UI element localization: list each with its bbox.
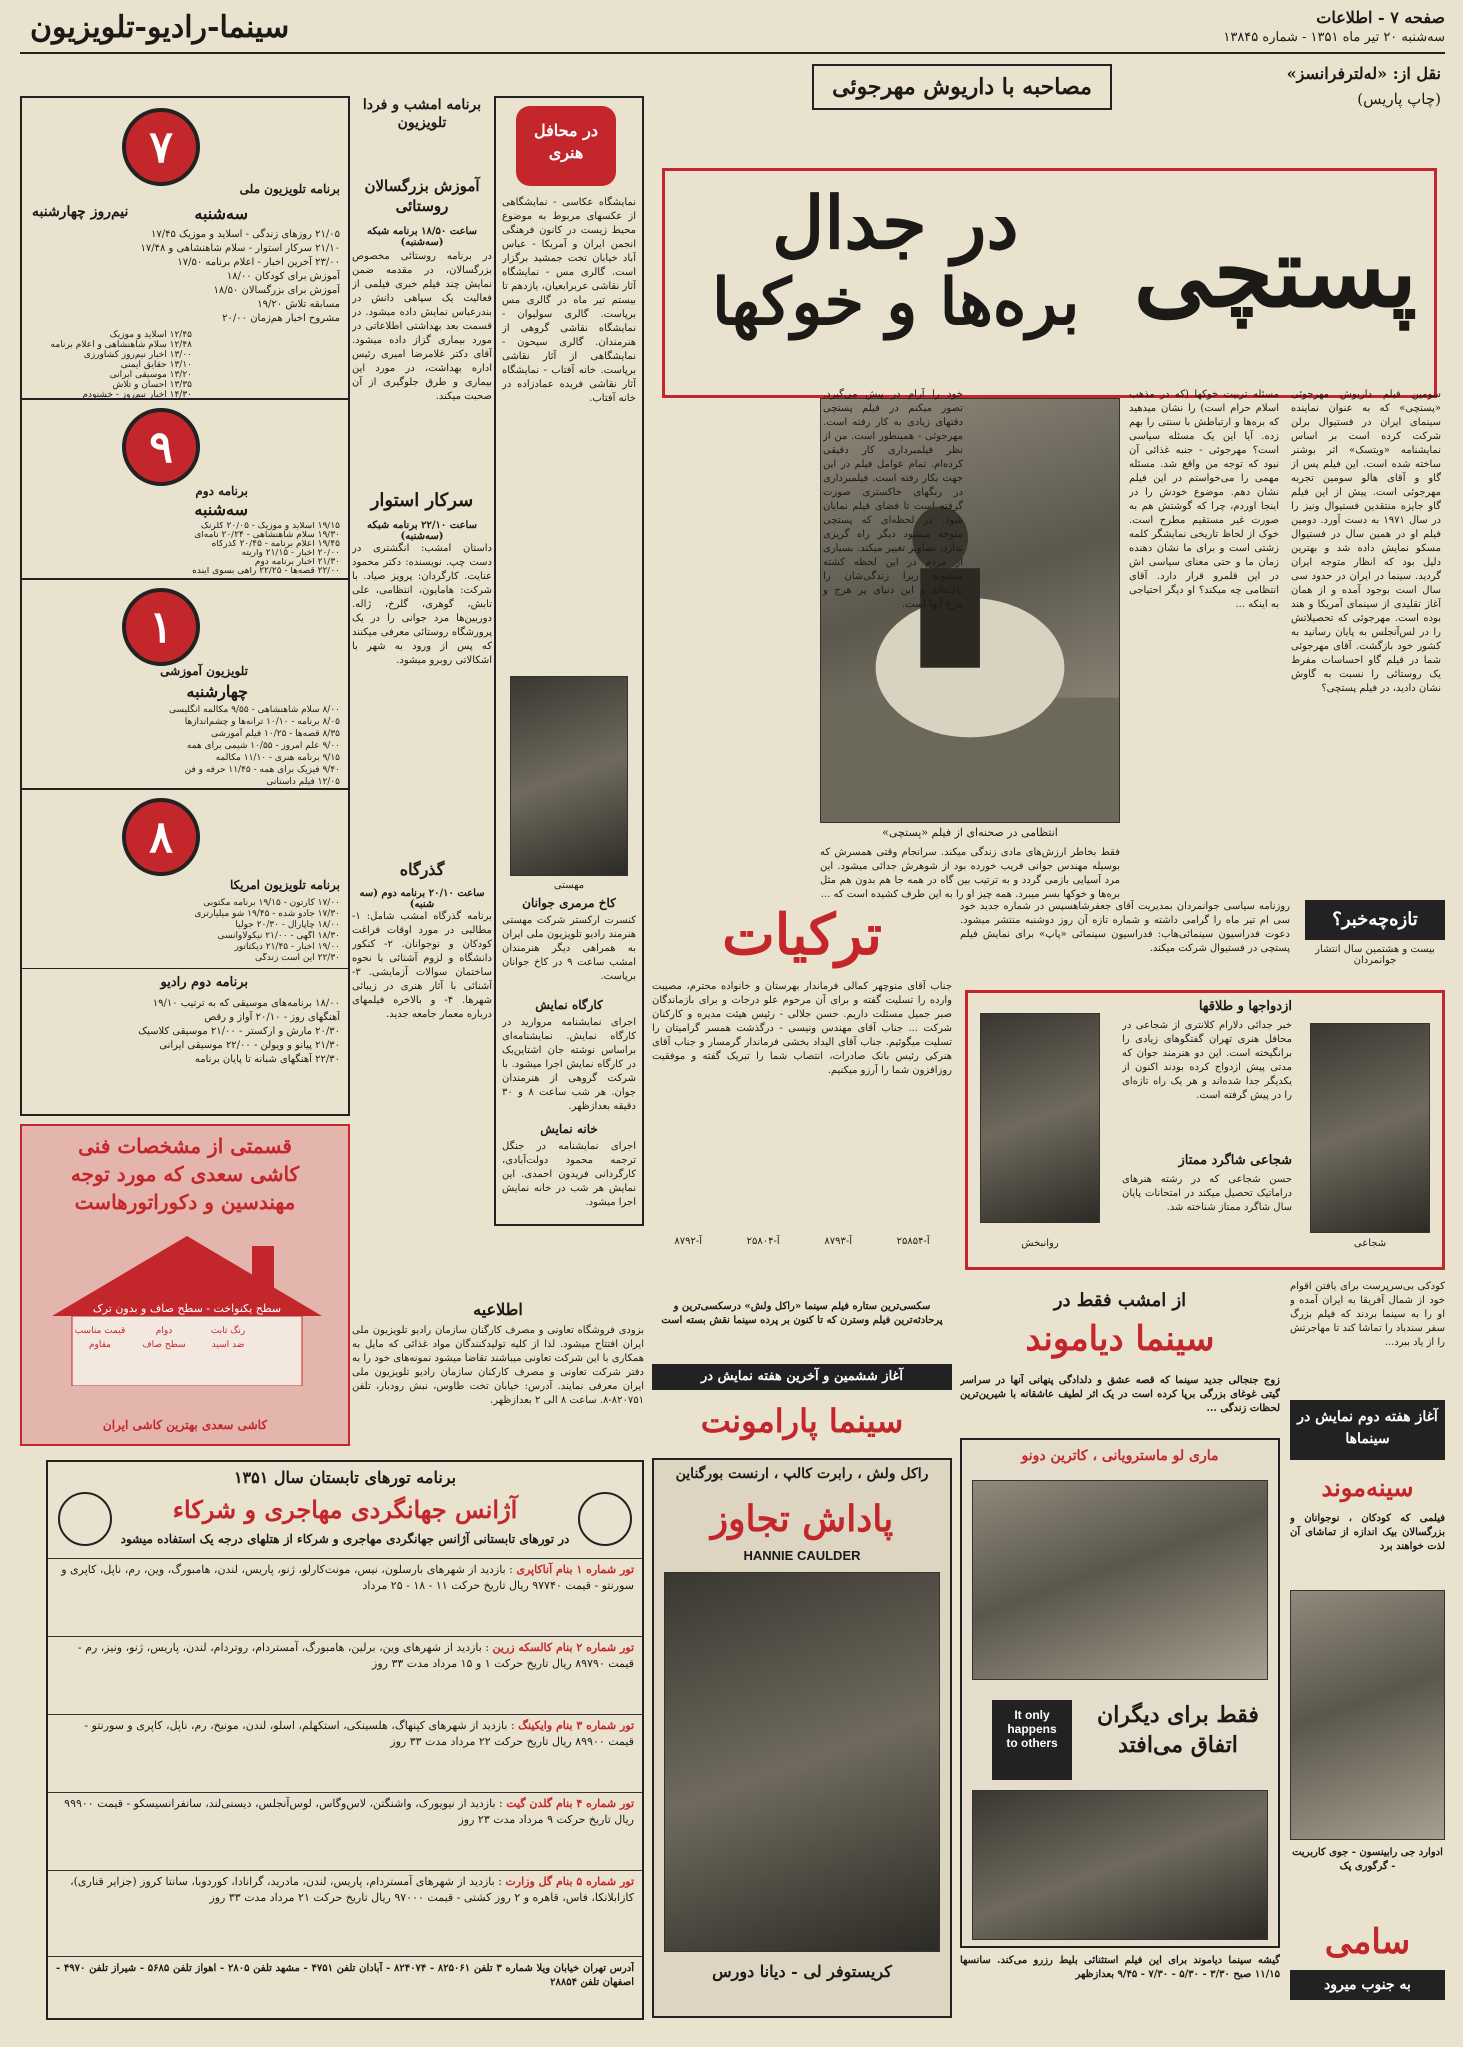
diamond-top: از امشب فقط در [1053, 1290, 1187, 1311]
mahasti-caption: مهستی [553, 880, 585, 891]
tour-ad [46, 1460, 644, 2020]
header-rule [20, 52, 1445, 54]
tag: دوام [155, 1326, 173, 1336]
gallery-column [494, 96, 644, 1226]
list-item: آموزش برای بزرگسالان ۱۸/۵۰ [213, 285, 340, 296]
list-item: ۱۹/۳۰ سلام شاهنشاهی - ۲۰/۲۴ نامه‌ای [194, 531, 340, 540]
tour-title: برنامه تورهای تابستان سال ۱۳۵۱ [233, 1468, 457, 1487]
ravanbakhsh-photo [980, 1013, 1100, 1223]
wedding-subtitle: شجاعی شاگرد ممتاز [1178, 1153, 1292, 1168]
wedding-text: خبر جدائی دلارام کلانتری از شجاعی در محافل هنری تهران گفتگوهای زیادی را برانگیخته است. این دو هنرمند جوان که مدتی پیش ازدواج کرده بودند اکنون از یکدیگر جدا شده‌اند و هر یک راه تازه‌ای را در پیش گرفته است. [1122, 1020, 1292, 1101]
notice-title: اطلاعیه [473, 1300, 523, 1319]
date-line: سه‌شنبه ۲۰ تیر ماه ۱۳۵۱ - شماره ۱۳۸۴۵ [1223, 30, 1445, 45]
list-item: ۲۲/۳۰ آهنگهای شبانه تا پایان برنامه [194, 1054, 340, 1065]
paramount-kicker: سکسی‌ترین ستاره فیلم سینما «راکل ولش» درسکسی‌ترین و پرحادثه‌ترین فیلم وسترن که تا کنون بر پرده سینما نقش بسته است [661, 1301, 943, 1326]
list-item: ۱۲/۴۵ اسلاید و موزیک [109, 330, 192, 340]
tour-name: تور شماره ۱ بنام آناکاپری [516, 1563, 634, 1576]
list-item: ۲۳/۰۰ آخرین اخبار - اعلام برنامه ۱۷/۵۰ [177, 257, 340, 268]
poster-couple-photo [972, 1480, 1268, 1680]
day-title: نیم‌روز چهارشنبه [32, 204, 129, 220]
gallery-sub1: کاخ مرمری جوانان [522, 896, 616, 910]
tag: سطح صاف [142, 1340, 186, 1350]
moulin-text: فیلمی که کودکان ، نوجوانان و بزرگسالان بیک اندازه از تماشای آن لذت خواهند برد [1290, 1513, 1445, 1552]
condolence-block [652, 900, 952, 1260]
tag: مقاوم [88, 1340, 112, 1350]
schedule-block-second [22, 398, 348, 580]
postman-photo-caption: انتظامی در صحنه‌ای از فیلم «پستچی» [882, 826, 1058, 839]
tour-row: تور شماره ۵ بنام گل وزارت : بازدید از شهرهای آمستردام، پاریس، لندن، مادرید، گرانادا، کوردوبا، سانتا کروز (جزایر قناری)، کازابلانکا، فاس، قاهره و ۲ روز کشتی - قیمت ۹۷۰۰۰ ریال تاریخ حرکت ۲۱ مرداد مدت ۳۳ روز [48, 1871, 642, 1957]
wedding-title: ازدواجها و طلاقها [1198, 999, 1292, 1014]
tour-name: تور شماره ۴ بنام گلدن گیت [506, 1797, 634, 1810]
list-item: ۲۰/۰۰ اخبار - ۲۱/۱۵ واریته [241, 549, 340, 558]
paramount-banner: آغاز ششمین و آخرین هفته نمایش در [652, 1364, 952, 1390]
mahasti-photo [510, 676, 628, 876]
poster-bottom-photo [972, 1790, 1268, 1940]
kashi-footer: کاشی سعدی بهترین کاشی ایران [102, 1418, 268, 1432]
tonight-time2: ساعت ۲۲/۱۰ برنامه شبکه (سه‌شنبه) [367, 520, 477, 542]
list-item: ۱۷/۳۰ جادو شده - ۱۹/۴۵ شو میلیارتری [194, 909, 340, 919]
tour-desc: بازدید از شهرهای وین، برلین، هامبورگ، آمستردام، روتردام، لندن، پاریس، ژنو، ونیز، رم - قیمت ۸۹۷۹۰ ریال تاریخ حرکت ۱ و ۱۵ مرداد مدت ۳۳ روز [77, 1641, 634, 1670]
tour-list [48, 1558, 642, 1959]
ravanbakhsh-caption: روانبخش [1021, 1238, 1059, 1249]
interview-source-note: (چاپ پاریس) [1357, 90, 1441, 108]
list-item: ۱۹/۱۵ اسلاید و موزیک - ۲۰/۰۵ گلرنگ [200, 522, 340, 531]
gallery-text1: کنسرت ارکستر شرکت مهستی هنرمند رادیو تلویزیون ملی ایران به همراهی دیگر هنرمندان امشب ساعت ۹ در کاخ جوانان برپاست. [502, 915, 636, 982]
moulin-footer-sub: به جنوب میرود [1290, 1970, 1445, 2000]
paramount-cinema-name: سینما پارامونت [700, 1402, 904, 1440]
list-item: ۹/۰۰ علم امروز - ۱۰/۵۵ شیمی برای همه [186, 741, 340, 751]
list-item: ۲۱/۳۰ اخبار برنامه دوم [254, 558, 340, 567]
list-item: ۱۳/۲۰ موسیقی ایرانی [109, 370, 192, 380]
tour-row: تور شماره ۲ بنام کالسکه زرین : بازدید از شهرهای وین، برلین، هامبورگ، آمستردام، روتردام، لندن، پاریس، ژنو، ونیز، رم - قیمت ۸۹۷۹۰ ریال تاریخ حرکت ۱ و ۱۵ مرداد مدت ۳۳ روز [48, 1637, 642, 1715]
radio-list [30, 997, 340, 1067]
channel-title: برنامه تلویزیون ملی [239, 182, 340, 196]
list-item: ۱۲/۰۵ فیلم داستانی [266, 777, 340, 787]
kashi-ad [20, 1124, 350, 1446]
tonight-tv-title: برنامه امشب و فردا تلویزیون [362, 97, 482, 131]
headline-sub2: بره‌ها و خوکها [712, 265, 1080, 340]
poster-stars: ماری لو ماسترویانی ، کاترین دونو [1021, 1448, 1219, 1464]
channel-title: برنامه دوم [195, 484, 248, 498]
list-item: ۱۳/۳۵ احسان و تلاش [112, 380, 192, 390]
paramount-cinema-ad [652, 1300, 952, 2020]
radio-block [22, 968, 348, 1115]
list-item: ۲۱/۰۵ روزهای زندگی - اسلاید و موزیک ۱۷/۴۵ [150, 229, 340, 240]
latest-news-items: روزنامه سیاسی جوانمردان بمدیریت آقای جعفرشاهسپس در شماره جدید خود سی ام تیر ماه را گرامی داشته و شماره تازه آن روز دوشنبه منتشر میشود. دعوت فدراسیون سینمائی‌هاب: فدراسیون سینمائی «پاپ» برای نمایش فیلم پستچی در فستیوال شرکت میکند. [960, 901, 1290, 954]
list-item: ۱۹/۴۵ اعلام برنامه - ۲۰/۴۵ گذرگاه [211, 540, 340, 549]
interview-col-4: فقط بخاطر ارزش‌های مادی زندگی میکند. سرانجام وقتی همسرش که بوسیله مهندس جوانی فریب خورده بود از شوهرش جدائی میشود. این مرد آسیایی بازمی گردد و به ترتیب بین گاه در همه جا هم بدون هم مثل بره‌ها و خوکها بسر میبرد. همه چیز او را به این طرف کشیده است که ... [820, 847, 1120, 900]
diamond-cinema-name: سینما دیاموند [1025, 1319, 1215, 1359]
tonight-sub3: گذرگاه [399, 860, 445, 879]
interview-col-1: سومین فیلم داریوش مهرجوئی «پستچی» که به عنوان نماینده سینمای ایران در فستیوال برلن شرکت کرده است بر اساس نمایشنامه «ویتسک» اثر بوشنر ساخته شده است. این فیلم پس از گاو و آقای هالو سومین تجربه مهرجوئی است. پیش از این فیلم گاو جایزه منتقدین فستیوال ونیز را در سال ۱۹۷۱ به دست آورد. دومین فیلم او در همین سال در فستیوال مسکو نمایش داده شد و بهترین دلیل بود که انظار متوجه ایران گردید. سینما در ایران در حدود سی سال است بوجود آمده و از همان آغاز تقلیدی از سینمای آمریکا و هند بوده است. مهرجوئی که تحصیلاتش را در لس‌آنجلس به پایان رسانید به کشور خود بازگشت. آقای مهرجوئی شما در فیلم گاو احساسات مفرط یک روستائی را نسبت به گاوش نشان دادید، در فیلم پستچی؟ [1291, 389, 1441, 694]
tonight-tv-column [352, 96, 492, 1116]
channel-badge: ۷ [122, 108, 200, 186]
tour-row: تور شماره ۱ بنام آناکاپری : بازدید از شهرهای بارسلون، نیس، مونت‌کارلو، ژنو، پاریس، لندن، هامبورگ، وین، رم، ناپل، کاپری و سورنتو - قیمت ۹۷۷۴۰ ریال تاریخ حرکت ۱۱ - ۱۸ - ۲۵ مرداد [48, 1559, 642, 1637]
schedule-list [32, 330, 192, 400]
tag: ضد اسید [211, 1340, 245, 1350]
schedule-list [30, 704, 340, 788]
channel-title: تلویزیون آموزشی [160, 664, 248, 678]
kashi-line2: کاشی سعدی که مورد توجه [70, 1162, 300, 1186]
list-item: مسابقه تلاش ۱۹/۲۰ [257, 299, 340, 310]
list-item: ۲۲/۳۰ این است زندگی [254, 953, 340, 963]
list-item: آموزش برای کودکان ۱۸/۰۰ [226, 271, 340, 282]
schedule-block-educational [22, 578, 348, 790]
tour-desc: بازدید از شهرهای آمستردام، پاریس، لندن، مادرید، گرانادا، کوردوبا، سانتا کروز (جزایر قناری)، کازابلانکا، فاس، قاهره و ۲ روز کشتی - قیمت ۹۷۰۰۰ ریال تاریخ حرکت ۲۱ مرداد مدت ۳۳ روز [70, 1875, 634, 1904]
tour-agency: آژانس جهانگردی مهاجری و شرکاء [172, 1495, 518, 1524]
interview-source: نقل از: «لەلترفرانسز» [1286, 64, 1441, 83]
poster-title-en: HANNIE CAULDER [743, 1548, 861, 1563]
schedule-block-national [22, 98, 348, 398]
day-title: چهارشنبه [186, 682, 248, 701]
tag: رنگ ثابت [210, 1326, 246, 1336]
channel-badge: ۹ [122, 408, 200, 486]
list-item: ۱۷/۰۰ کارتون - ۱۹/۱۵ برنامه مکتوبی [203, 898, 340, 908]
schedule-block-america [22, 788, 348, 970]
moulin-footer: سامی [1324, 1922, 1411, 1962]
latest-news [960, 900, 1445, 980]
gallery-text3: اجرای نمایشنامه در جنگل ترجمه محمود دولت‌آبادی، کارگردانی فریدون احمدی. این نمایش هر شب در خانه نمایش اجرا میشود. [502, 1141, 636, 1208]
shojaei-caption: شجاعی [1353, 1238, 1387, 1249]
headline-sub1: در جدال [772, 180, 1019, 265]
notice-block [352, 1300, 644, 1420]
list-item: ۸/۰۰ سلام شاهنشاهی - ۹/۵۵ مکالمه انگلیسی [168, 705, 340, 715]
moulin-poster-text: ادوارد جی رابینسون - جوی کاربریت - گرگوری پک [1292, 1847, 1443, 1872]
list-item: ۸/۰۵ برنامه - ۱۰/۱۰ ترانه‌ها و چشم‌اندازها [184, 717, 340, 727]
day-title: سه‌شنبه [194, 500, 248, 519]
kashi-line3: مهندسین و دکوراتورهاست [74, 1190, 296, 1214]
page-header [20, 8, 1445, 48]
gallery-text: نمایشگاه عکاسی - نمایشگاهی از عکسهای مربوط به موضوع محیط زیست در کانون فرهنگی انجمن ایران و آمریکا - عباس آباد خیابان تخت جمشید برگزار است. گالری مس - نمایشگاه آثار نقاشی عربرابعیان، یازدهم تا بیستم تیر ماه در گالری مس برپاست. گالری سولیوان - نمایشگاه نقاشی گروهی از هنرمندان. گالری سیحون - نمایشگاهی از آثار نقاشی برپاست. خانه آفتاب - نمایشگاه آثار نقاشی فریده عمادزاده در خانه آفتاب. [502, 197, 636, 404]
list-item: ۸/۳۵ قصه‌ها - ۱۰/۲۵ فیلم آموزشی [210, 729, 340, 739]
tonight-text3: برنامه گذرگاه امشب شامل: ۱- مطالبی در مورد اوقات فراغت کودکان و نوجوانان. ۲- کنکور دانشگاه و لزوم آشنائی با نحوه ساختمان سوالات آزمایشی. ۳- آشنائی با آثار هنری در زیبائی شهرها. ۴- و بالاخره فیلمهای درباره معمار جامعه جدید. [352, 911, 492, 1020]
list-item: ۹/۱۵ برنامه هنری - ۱۱/۱۰ مکالمه [215, 753, 340, 763]
list-item: ۲۰/۳۰ مارش و ارکستر - ۲۱/۰۰ موسیقی کلاسیک [138, 1026, 340, 1037]
tour-desc: بازدید از شهرهای بارسلون، نیس، مونت‌کارلو، ژنو، پاریس، لندن، هامبورگ، وین، رم، ناپل، کاپری و سورنتو - قیمت ۹۷۷۴۰ ریال تاریخ حرکت ۱۱ - ۱۸ - ۲۵ مرداد [61, 1563, 634, 1592]
page-label: صفحه ۷ - اطلاعات [1316, 8, 1445, 27]
kashi-roof-text: سطح یکنواخت - سطح صاف و بدون ترک [92, 1302, 282, 1315]
list-item: ۱۲/۴۸ سلام شاهنشاهی و اعلام برنامه [50, 340, 192, 350]
tour-footer: آدرس تهران خیابان ویلا شماره ۳ تلفن ۸۲۵۰۶۱ - ۸۲۴۰۷۴ - آبادان تلفن ۴۷۵۱ - مشهد تلفن ۲۸۰۵ - اهواز تلفن ۵۶۸۵ - شیراز تلفن ۴۹۷۰ - اصفهان تلفن ۲۸۸۵۴ [56, 1963, 634, 1988]
tour-row: تور شماره ۴ بنام گلدن گیت : بازدید از نیویورک، واشنگتن، لاس‌وگاس، لوس‌آنجلس، دیسنی‌لند، سانفرانسیسکو - قیمت ۹۹۹۰۰ ریال تاریخ حرکت ۹ مرداد مدت ۲۳ روز [48, 1793, 642, 1871]
gallery-sub2: کارگاه نمایش [535, 998, 603, 1012]
list-item: آهنگهای روز - ۲۰/۱۰ آواز و رقص [204, 1012, 340, 1023]
tour-desc: بازدید از نیویورک، واشنگتن، لاس‌وگاس، لوس‌آنجلس، دیسنی‌لند، سانفرانسیسکو - قیمت ۹۹۹۰۰ ریال تاریخ حرکت ۹ مرداد مدت ۲۳ روز [64, 1797, 634, 1826]
poster-fa-title: فقط برای دیگران اتفاق می‌افتد [1097, 1702, 1259, 1758]
schedule-list [30, 522, 340, 576]
kids-note: کودکی بی‌سرپرست برای یافتن اقوام خود از شمال آفریقا به ایران آمده و او را به سینما بردند که فیلم بزرگ سفر سندباد را تماشا کند تا مهاجرتش را از یاد ببرد... [1290, 1281, 1445, 1348]
notice-text: بزودی فروشگاه تعاونی و مصرف کارگنان سازمان رادیو تلویزیون ملی ایران افتتاح میشود. لذا از کلیه تولیدکنندگان مواد غذائی که مایل به همکاری با این شرکت تعاونی میباشند تقاضا میشود نمونه‌های خود را به دفتر شرکت تعاونی و مصرف کارکنان سازمان رادیو تلویزیون ملی ایران معرفی نمایند. آدرس: خیابان تخت طاوس، نبش رودبار، تلفن ۸۲۰۷۵۱-۸. ساعت ۸ الی ۲ بعدازظهر. [352, 1325, 644, 1406]
poster-en [992, 1700, 1072, 1780]
code: آ-۸۷۹۲ [674, 1236, 702, 1247]
list-item: ۲۲/۰۰ قصه‌ها - ۲۲/۲۵ راهی بسوی آینده [192, 567, 340, 576]
interview-kicker: مصاحبه با داریوش مهرجوئی [812, 64, 1112, 110]
gallery-text2: اجرای نمایشنامه مروارید در کارگاه نمایش. نمایشنامه‌ای براساس نوشته جان اشتاین‌بک در کارگاه نمایش اجرا میشود. با شرکت گروهی از هنرمندان جوان. هر شب ساعت ۸ و ۳۰ دقیقه بعدازظهر. [502, 1017, 636, 1112]
channel-badge: ۸ [122, 798, 200, 876]
moulin-poster [1290, 1590, 1445, 1840]
tour-name: تور شماره ۳ بنام وایکینگ [518, 1719, 634, 1732]
list-item: ۲۱/۱۰ سرکار استوار - سلام شاهنشاهی و ۱۷/۴۸ [140, 243, 340, 254]
code: آ-۲۵۸۰۴ [746, 1236, 780, 1247]
list-item: ۱۸/۰۰ برنامه‌های موسیقی که به ترتیب ۱۹/۱۰ [152, 998, 340, 1009]
tonight-time1: ساعت ۱۸/۵۰ برنامه شبکه (سه‌شنبه) [367, 226, 477, 248]
condolence-title: ترکیات [722, 902, 882, 968]
radio-title: برنامه دوم رادیو [160, 975, 248, 990]
tonight-text2: داستان امشب: انگشتری در دست چپ. نویسنده: دکتر محمود عنایت. کارگردان: پرویز صیاد. با شرکت: هامایون، انتظامی، علی تابش، گوهری، گلرخ، ژاله. دوربین‌ها مرد جوانی را در یک پرورشگاه روستائی معرفی میکنند که پس از ورود به شهر با اشکالاتی روبرو میشود. [352, 543, 492, 666]
schedule-list [30, 898, 340, 964]
interview-col-3: خود را آرام در پیش می‌گیرد. تصور میکنم در فیلم پستچی دقتهای زیادی به کار رفته است. مهرجوئی - همینطور است. من از نظر فیلمبرداری کار دقیقی کرده‌ام. تمام عوامل فیلم در این جهت بکار رفته است. فیلمبرداری در رنگهای خاکستری صورت گرفته است تا فضای فیلم نمایان شود. در لحظه‌ای که پستچی متوجه میشود دیگر راه گریزی ندارد، تصاویر تغییر میکند. بسیاری از مردم در این لحظه کشته میشوند زیرا زندگی‌شان را باخته‌اند و این دنیای پر هرج و مرج آنها است. [823, 389, 963, 610]
list-item: مشروح اخبار هم‌زمان ۲۰/۰۰ [222, 313, 340, 324]
poster-footer: کریستوفر لی - دیانا دورس [712, 1962, 892, 1981]
shojaei-photo [1310, 1023, 1430, 1233]
code: آ-۲۵۸۵۴ [896, 1236, 930, 1247]
code: آ-۸۷۹۳ [824, 1236, 852, 1247]
kashi-line1: قسمتی از مشخصات فنی [78, 1134, 292, 1158]
moulin-cinema-name: سینه‌موند [1321, 1473, 1414, 1502]
channel-title: برنامه تلویزیون امریکا [229, 878, 340, 892]
poster-en-line: It only [1014, 1708, 1050, 1722]
condolence-codes [652, 1236, 952, 1247]
diamond-poster [960, 1438, 1280, 1948]
schedule-list [30, 228, 340, 326]
tour-name: تور شماره ۲ بنام کالسکه زرین [492, 1641, 634, 1654]
list-item: ۱۸/۰۰ چاپارال - ۲۰/۳۰ جولیا [235, 920, 340, 930]
diamond-desc: زوج جنجالی جدید سینما که قصه عشق و دلدادگی پنهانی آنها در سراسر گیتی غوغای بزرگی برپا کرده است در یک اثر لطیف عاشقانه با شیرین‌ترین لحظات زندگی ... [960, 1375, 1280, 1414]
list-item: ۲۱/۳۰ پیانو و ویولن - ۲۲/۰۰ موسیقی ایرانی [159, 1040, 340, 1051]
kashi-tags [74, 1326, 258, 1350]
tonight-text1: در برنامه روستائی مخصوص بزرگسالان، در مقدمه ضمن نمایش چند فیلم خبری فیلمی از فعالیت یک سپاهی دانش در بندرعباس نمایش داده میشود. در قسمت بعد بهداشتی اطلاعاتی در مورد بیماری گزاز داده میشود. آقای دکتر غلامرضا امیری رئیس اداره بهداشت، در مورد این بیماری و طرق جلوگیری از آن صحبت میکند. [352, 251, 492, 402]
tour-desc: بازدید از شهرهای کپنهاگ، هلسینکی، استکهلم، اسلو، لندن، مونیخ، رم، ناپل، کاپری و سورنتو - قیمت ۸۹۹۰۰ ریال تاریخ حرکت ۲۲ مرداد مدت ۳۳ روز [84, 1719, 634, 1748]
interview-col-2: مسئله تربیت خوکها (که در مذهب اسلام حرام است) را نشان میدهید که بره‌ها و ارتباطش با سنتی را بهم زده. آیا این یک مسئله سیاسی است؟ مهرجوئی - جنبه غذائی آن نبود که توجه من واقع شد. مسئله مهمی را می‌خواستم در این فیلم نشان دهم. موضوع خودش را در اینجا اوردم، چرا که گوشتش هم به صورت غیر مستقیم مطرح است. خوک از لحاظ تاریخی نمایشگر کلمه زشتی است و برای ما نشان دهنده زمان ما و حتی معنای سیاسی اش در این قلمرو قرار دارد. آقای انتظامی چه میکند؟ او دیگر احتیاجی به اینکه ... [1129, 389, 1279, 610]
section-title: سینما-رادیو-تلویزیون [30, 10, 290, 45]
list-item: ۱۹/۰۰ اخبار - ۲۱/۴۵ دیکتاتور [234, 942, 340, 952]
latest-news-line: بیست و هشتمین سال انتشار جوانمردان [1315, 944, 1435, 966]
tonight-sub2: سرکار استوار [370, 490, 474, 511]
tour-intro: در تورهای تابستانی آژانس جهانگردی مهاجری و شرکاء از هتلهای درجه یک استفاده میشود [120, 1532, 570, 1546]
tag: قیمت مناسب [74, 1326, 126, 1336]
diamond-cinema-ad [960, 1290, 1280, 2020]
wedding-text2: حسن شجاعی که در رشته هنرهای دراماتیک تحصیل میکند در امتحانات پایان سال شاگرد ممتاز شناخته شد. [1122, 1174, 1292, 1213]
gallery-sub3: خانه نمایش [540, 1122, 598, 1136]
tonight-sub1: آموزش بزرگسالان روستائی [364, 177, 480, 215]
list-item: ۱۳/۱۰ حقایق ایمنی [120, 360, 192, 370]
tour-name: تور شماره ۵ بنام گل وزارت [505, 1875, 634, 1888]
condolence-text: جناب آقای منوچهر کمالی فرماندار بهرستان و خانواده محترم، مصیبت وارده را تسلیت گفته و برای آن مرحوم علو درجات و برای بازماندگان صبر جمیل مسئلت داریم. حسن جلالی - رئیس هیئت مدیره و کارکنان شرکت ... جناب آقای مهندس ونیسی - درگذشت همسر گرامیتان را تسلیت میگوئیم. جناب آقای الیداد بخشی فرماندار گرمسار و جناب آقای هنرکی رئیس بانک صادرات، انتصاب شما را تبریک گفته و موفقیت روزافزون شما را آرزو میکنیم. [652, 981, 952, 1076]
list-item: ۹/۴۰ فیزیک برای همه - ۱۱/۴۵ حرفه و فن [184, 765, 340, 775]
poster-stars: راکل ولش ، رابرت کالپ ، ارنست بورگناین [675, 1466, 929, 1482]
moulin-week: آغاز هفته دوم نمایش در سینماها [1290, 1400, 1445, 1460]
tour-row: تور شماره ۳ بنام وایکینگ : بازدید از شهرهای کپنهاگ، هلسینکی، استکهلم، اسلو، لندن، مونیخ، رم، ناپل، کاپری و سورنتو - قیمت ۸۹۹۰۰ ریال تاریخ حرکت ۲۲ مرداد مدت ۳۳ روز [48, 1715, 642, 1793]
poster-title: پاداش تجاوز [710, 1498, 894, 1540]
schedule-column [20, 96, 350, 1116]
list-item: ۱۸/۳۰ آگهی - ۲۱/۰۰ نیکولاوانسی [217, 931, 340, 941]
wedding-block [965, 990, 1445, 1270]
day-title: سه‌شنبه [194, 204, 248, 223]
gallery-title: در محافل هنری [534, 121, 598, 162]
latest-news-label: تازه‌چه‌خبر؟ [1305, 900, 1445, 940]
moulin-cinema-ad [1290, 1400, 1445, 2020]
list-item: ۱۳/۰۰ اخبار نیم‌روز کشاورزی [83, 350, 192, 360]
poster-photo [664, 1572, 940, 1952]
paramount-poster [652, 1458, 952, 2018]
poster-en-line: happens [1007, 1722, 1057, 1736]
channel-badge: ۱ [122, 588, 200, 666]
list-item: ۱۴/۳۰ اخبار نیم‌روز - خشنودم [82, 390, 192, 400]
tonight-time3: ساعت ۲۰/۱۰ برنامه دوم (سه شنبه) [359, 888, 485, 910]
poster-en-line: to others [1006, 1736, 1058, 1750]
diamond-footer: گیشه سینما دیاموند برای این فیلم استثنائی بلیط رزرو می‌کند. سانسها ۱۱/۱۵ صبح ۳/۳۰ - ۵/۳۰ - ۷/۳۰ - ۹/۴۵ بعدازظهر [960, 1955, 1280, 1980]
headline-main: پستچی [1133, 216, 1417, 329]
